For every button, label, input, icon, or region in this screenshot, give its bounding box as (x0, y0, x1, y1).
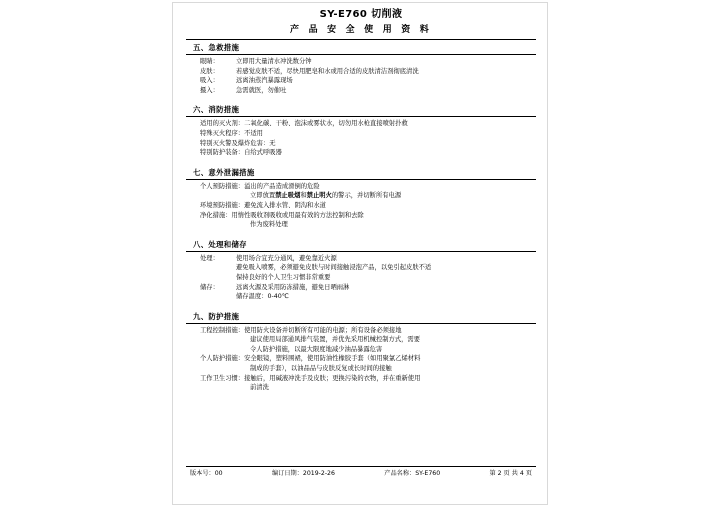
detail-label: 工程控制措施： (200, 326, 245, 334)
detail-label: 个人预防措施： (200, 182, 245, 190)
detail-value: 二氧化碳、干粉、泡沫或雾状水，切勿用水枪直接喷射扑救 (244, 120, 408, 128)
page-subtitle: 产 品 安 全 使 用 资 料 (290, 25, 432, 35)
warning-emphasis-smoking: 禁止吸烟 (275, 192, 301, 200)
detail-label: 净化措施： (200, 211, 232, 219)
detail-continuation: 保持良好的个人卫生习惯非常重要 (236, 273, 331, 281)
footer-version: 版本号：00 (190, 470, 223, 477)
section-protection (186, 312, 536, 393)
detail-continuation: 制成的手套），以油品品与皮肤反复或长时间的接触 (250, 365, 392, 373)
detail-row (200, 374, 536, 384)
detail-continuation: 作为废料处理 (250, 221, 288, 229)
title-divider (186, 39, 536, 40)
detail-value: 急需就医，勿催吐 (236, 86, 287, 94)
detail-label: 皮肤： (200, 67, 219, 75)
section-divider (186, 323, 536, 324)
page-title: SY-E760 切削液 (319, 9, 403, 20)
detail-value: 安全眼镜，塑料围裙，使用防油性橡胶手套（如用聚氯乙烯材料 (244, 355, 421, 363)
detail-continuation (250, 191, 536, 201)
detail-label: 吸入： (200, 77, 219, 85)
detail-label: 工作卫生习惯： (200, 374, 245, 382)
detail-label: 处理： (200, 254, 219, 262)
detail-row (200, 182, 536, 192)
section-heading: 八、处理和储存 (193, 239, 247, 249)
detail-row (200, 57, 536, 67)
footer-product: 产品名称：SY-E760 (384, 470, 441, 477)
detail-value: 立即用大量清水冲洗数分钟 (236, 58, 312, 65)
footer-date: 编订日期：2019-2-26 (271, 470, 335, 477)
detail-label: 适用的灭火剂： (200, 120, 245, 128)
detail-row (200, 86, 536, 96)
section-heading: 九、防护措施 (193, 311, 240, 321)
detail-label: 摄入： (200, 86, 219, 94)
detail-label: 特殊灭火程序： (200, 129, 245, 137)
detail-value: 用惰性吸收剂吸收或用最有效的方法控制和去除 (231, 211, 364, 219)
detail-row (200, 201, 536, 211)
detail-value: 使用场合宜充分通风，避免靠近火源 (236, 254, 337, 262)
detail-row (200, 139, 536, 149)
section-divider (186, 116, 536, 117)
footer-row (186, 469, 536, 479)
page-footer (186, 466, 536, 479)
detail-row (200, 148, 536, 158)
section-firefighting (186, 105, 536, 157)
detail-row (200, 326, 536, 336)
detail-value: 接触后，用碱液冲洗手及皮肤；更换污染的衣物，并在重新使用 (244, 374, 421, 382)
section-handling-storage (186, 240, 536, 302)
detail-row (200, 119, 536, 129)
detail-continuation: 避免吸入喷雾，必须避免皮肤与时间接触浸泡产品，以免引起皮肤不适 (236, 264, 432, 272)
detail-value: 避免流入排水管、阴沟和水道 (244, 201, 326, 209)
detail-label: 个人防护措施： (200, 355, 245, 363)
detail-row (200, 129, 536, 139)
section-heading: 六、消防措施 (193, 105, 240, 115)
detail-row (200, 283, 536, 293)
section-heading: 五、急救措施 (193, 43, 240, 52)
detail-row (200, 254, 536, 264)
detail-value: 不适用 (244, 129, 263, 137)
detail-row (200, 211, 536, 221)
continuation-join: 和 (300, 192, 307, 200)
detail-row (200, 67, 536, 77)
detail-value: 无 (269, 139, 276, 147)
continuation-suffix: 的警示，并切断所有电源 (331, 192, 402, 200)
detail-value: 远离油蒸汽暴露现场 (236, 77, 293, 85)
detail-label: 特别灭火警及爆炸危害： (200, 139, 270, 147)
section-divider (186, 179, 536, 180)
section-emergency (186, 43, 536, 95)
section-divider (186, 54, 536, 55)
detail-value: 远离火源及采用防冻措施，避免日晒雨淋 (236, 283, 350, 291)
detail-label: 环境预防措施： (200, 201, 245, 209)
section-accidental-release (186, 168, 536, 230)
detail-value: 使用防火设备并切断所有可能的电源；所有设备必须接地 (244, 326, 402, 334)
detail-continuation: 令人防护措施，以最大限度地减少油品暴露危害 (250, 345, 383, 353)
warning-emphasis-flame: 禁止明火 (306, 192, 332, 200)
detail-continuation: 建议使用局部通风排气装置，并优先采用机械控制方式，需要 (250, 336, 421, 344)
detail-value: 若感觉皮肤不适，尽快用肥皂和水或用合适的皮肤清洁剂彻底清洗 (236, 67, 419, 75)
detail-label: 储存： (200, 283, 219, 291)
detail-value: 自给式呼吸器 (244, 149, 282, 157)
detail-row (200, 354, 536, 364)
detail-label: 眼睛： (200, 58, 219, 65)
detail-value: 溢出的产品造成滑倒的危险 (244, 182, 320, 190)
detail-label: 特别防护装备： (200, 149, 245, 157)
title-block (186, 8, 536, 37)
document-body (186, 8, 536, 393)
section-heading: 七、意外泄漏措施 (193, 167, 255, 177)
continuation-prefix: 立即放置 (250, 192, 276, 200)
detail-row (200, 76, 536, 86)
detail-continuation: 储存温度：0-40℃ (236, 293, 289, 301)
footer-page-number: 第 2 页 共 4 页 (489, 470, 532, 477)
section-divider (186, 251, 536, 252)
detail-continuation: 前清洗 (250, 384, 269, 392)
